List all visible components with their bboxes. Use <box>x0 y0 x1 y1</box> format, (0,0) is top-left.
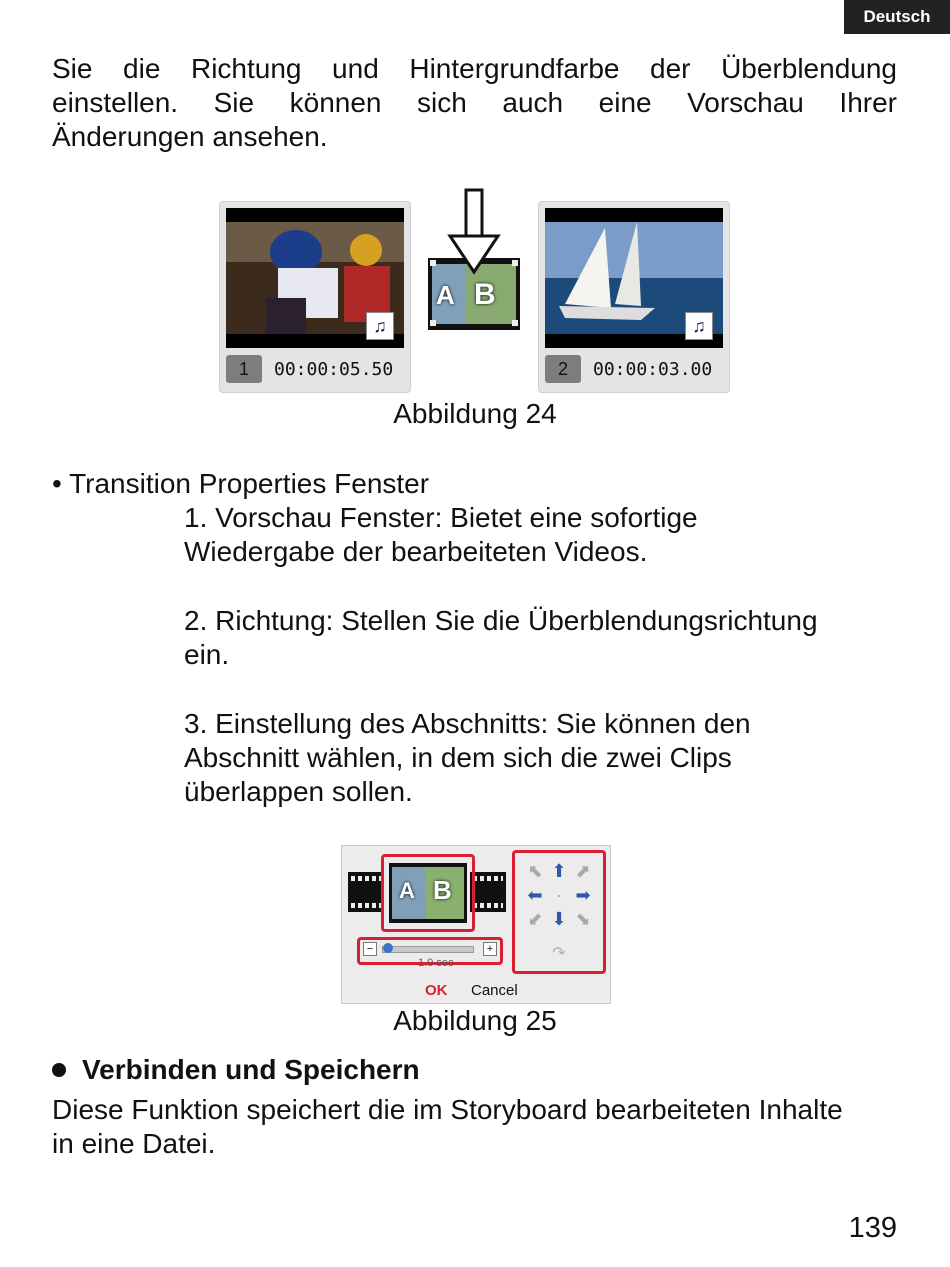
save-section-title-text: Verbinden und Speichern <box>82 1054 420 1085</box>
rotate-icon[interactable]: ↷ <box>552 945 566 962</box>
clip-timebar-2 <box>545 352 723 386</box>
arrow-left-icon[interactable]: ⬅ <box>527 885 543 905</box>
slider-minus-button[interactable]: − <box>363 942 377 956</box>
preview-letter-a: A <box>399 878 415 903</box>
music-note-icon: ♫ <box>366 312 394 340</box>
ok-button[interactable]: OK <box>425 982 448 999</box>
clip-number-1: 1 <box>226 355 262 383</box>
filmstrip-left <box>348 872 384 912</box>
arrow-down-left-icon[interactable]: ⬋ <box>527 909 543 929</box>
save-section-title <box>52 1054 420 1086</box>
clip-number-2: 2 <box>545 355 581 383</box>
arrow-up-right-icon[interactable]: ⬈ <box>575 861 591 881</box>
save-section-description <box>52 1093 897 1161</box>
save-desc-line-1: Diese Funktion speichert die im Storyboard bearbeiteten Inhalte <box>52 1094 843 1125</box>
item-preview-window <box>184 501 884 569</box>
duration-slider-knob[interactable] <box>383 943 393 953</box>
arrow-right-icon[interactable]: ➡ <box>575 885 591 905</box>
direction-pad <box>523 861 595 933</box>
dialog-buttons <box>341 980 609 1002</box>
intro-line-1: Sie die Richtung und Hintergrundfarbe der Überblendung <box>52 53 897 84</box>
cancel-button[interactable]: Cancel <box>471 982 518 999</box>
transition-letter-a: A <box>436 280 455 310</box>
transition-properties-bullet: • Transition Properties Fenster <box>52 468 430 499</box>
item-3-line-1: 3. Einstellung des Abschnitts: Sie können den <box>184 708 751 739</box>
preview-window-highlight[interactable] <box>381 854 475 932</box>
clip-thumbnail-football <box>226 208 404 348</box>
transition-thumbnail[interactable] <box>428 188 520 338</box>
save-desc-line-2: in eine Datei. <box>52 1128 216 1159</box>
direction-highlight <box>512 850 606 974</box>
down-arrow-icon <box>428 188 520 338</box>
item-3-line-3: überlappen sollen. <box>184 776 413 807</box>
language-badge: Deutsch <box>844 0 950 34</box>
intro-line-3: Änderungen ansehen. <box>52 121 328 152</box>
figure-25-caption: Abbildung 25 <box>393 1005 557 1036</box>
item-1-line-1: 1. Vorschau Fenster: Bietet eine sofortige <box>184 502 698 533</box>
page-number: 139 <box>848 1212 897 1244</box>
intro-line-2: einstellen. Sie können sich auch eine Vorschau Ihrer <box>52 87 897 118</box>
item-section-setting <box>184 707 884 809</box>
slider-plus-button[interactable]: + <box>483 942 497 956</box>
duration-value: 1.0 sec <box>418 957 454 969</box>
clip-card-2[interactable] <box>538 201 730 393</box>
preview-window <box>389 863 467 923</box>
transition-letter-b: B <box>474 278 496 311</box>
center-dot-icon: · <box>556 885 562 905</box>
duration-slider-track[interactable] <box>382 946 474 953</box>
clip-timebar-1 <box>226 352 404 386</box>
clip-thumbnail-sailing <box>545 208 723 348</box>
figure-24-caption: Abbildung 24 <box>393 398 557 429</box>
arrow-up-left-icon[interactable]: ⬉ <box>527 861 543 881</box>
arrow-down-icon[interactable]: ⬇ <box>551 909 567 929</box>
music-note-icon: ♫ <box>685 312 713 340</box>
item-1-line-2: Wiedergabe der bearbeiteten Videos. <box>184 536 648 567</box>
intro-paragraph <box>52 52 897 154</box>
clip-timecode-2: 00:00:03.00 <box>593 358 713 380</box>
item-2-line-1: 2. Richtung: Stellen Sie die Überblendungsrichtung <box>184 605 818 636</box>
filmstrip-right <box>470 872 506 912</box>
item-3-line-2: Abschnitt wählen, in dem sich die zwei Clips <box>184 742 732 773</box>
preview-letter-b: B <box>433 875 452 905</box>
clip-card-1[interactable] <box>219 201 411 393</box>
clip-timecode-1: 00:00:05.50 <box>274 358 394 380</box>
item-2-line-2: ein. <box>184 639 230 670</box>
arrow-up-icon[interactable]: ⬆ <box>551 861 567 881</box>
item-direction <box>184 604 884 672</box>
bullet-dot-icon <box>52 1063 66 1077</box>
arrow-down-right-icon[interactable]: ⬊ <box>575 909 591 929</box>
